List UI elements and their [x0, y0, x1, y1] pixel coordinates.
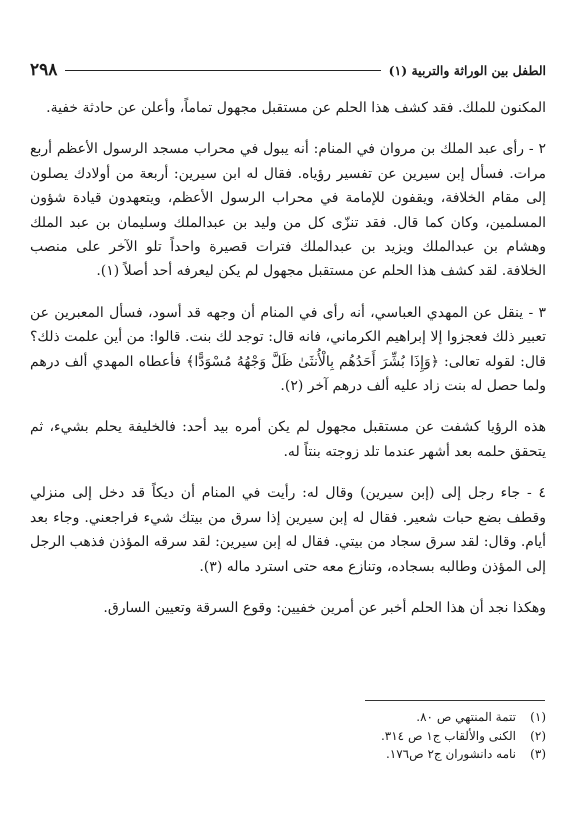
paragraph-1: المكنون للملك. فقد كشف هذا الحلم عن مستقبل مجهول تماماً، وأعلن عن حادثة خفية.	[46, 100, 546, 116]
header-rule	[65, 70, 380, 71]
footnote-3	[30, 745, 546, 764]
footnote-rule	[365, 700, 545, 701]
footnote-number: (١)	[530, 710, 546, 724]
paragraph-5: ٤ - جاء رجل إلى (إبن سيرين) وقال له: رأيت في المنام أن ديكاً قد دخل إلى منزلي وقطف بضع حبات شعير. فقال له إبن سيرين إذا سرق من بيتك شيء فراجعني. وجاء بعد أيام. وقال: لقد سرق سجاد من بيتي. فقال له إبن سيرين: لقد سرقه المؤذن فذهب الرجل إلى المؤذن وطالبه بسجاده، وتنازع معه حتى استرد ماله (٣).	[30, 485, 546, 575]
paragraph-6: وهكذا نجد أن هذا الحلم أخبر عن أمرين خفيين: وقوع السرقة وتعيين السارق.	[103, 599, 546, 616]
paragraph-2: ٢ - رأى عبد الملك بن مروان في المنام: أنه يبول في محراب مسجد الرسول الأعظم أربع مرات. فسأل إبن سيرين عن تفسير رؤياه. فقال له ابن سيرين: أربعة من أولادك يصلون إلى مقام الخلافة، ويقفون للإمامة في محراب الرسول الأعظم، ويتعهدون قيادة شؤون المسلمين، وكان كما قال. فقد تنزّى كل من وليد بن عبدالملك وسليمان بن عبد الملك وهشام بن عبدالملك ويزيد بن عبدالملك فترات قصيرة واحداً تلو الآخر على منصب الخلافة. لقد كشف هذا الحلم عن مستقبل مجهول لم يكن ليعرفه أحد أصلاً (١).	[30, 141, 546, 280]
running-title: الطفل بين الوراثة والتربية (١)	[388, 62, 546, 78]
page-header	[30, 60, 546, 80]
footnote-1	[30, 708, 546, 727]
paragraph-4: هذه الرؤيا كشفت عن مستقبل مجهول لم يكن أمره بيد أحد: فالخليفة يحلم بشيء، ثم يتحقق حلمه بعد أشهر عندما تلد زوجته بنتاً له.	[30, 419, 546, 460]
footnote-text: نامه دانشوران ج٢ ص١٧٦.	[385, 747, 516, 761]
footnotes	[30, 708, 546, 764]
footnote-text: الكنى والألقاب ج١ ص ٣١٤.	[380, 728, 516, 743]
page-number: ٢٩٨	[30, 60, 58, 80]
footnote-text: تتمة المنتهي ص ٨٠.	[416, 710, 516, 724]
footnote-2	[30, 727, 546, 746]
paragraph-3: ٣ - ينقل عن المهدي العباسي، أنه رأى في المنام أن وجهه قد أسود، فسأل المعبرين عن تعبير ذلك فعجزوا إلا إبراهيم الكرماني، فانه قال: توجد لك بنت. قالوا: من أين علمت ذلك؟ قال: لقوله تعالى: ﴿وَإِذَا بُشِّرَ أَحَدُهُم بِالْأُنثَىٰ ظَلَّ وَجْهُهُ مُسْوَدًّا﴾ فأعطاه المهدي ألف درهم ولما حصل له بنت زاد عليه ألف درهم آخر (٢).	[30, 304, 546, 395]
body-text	[30, 96, 546, 620]
footnote-number: (٣)	[530, 747, 546, 761]
footnote-number: (٢)	[530, 728, 546, 743]
